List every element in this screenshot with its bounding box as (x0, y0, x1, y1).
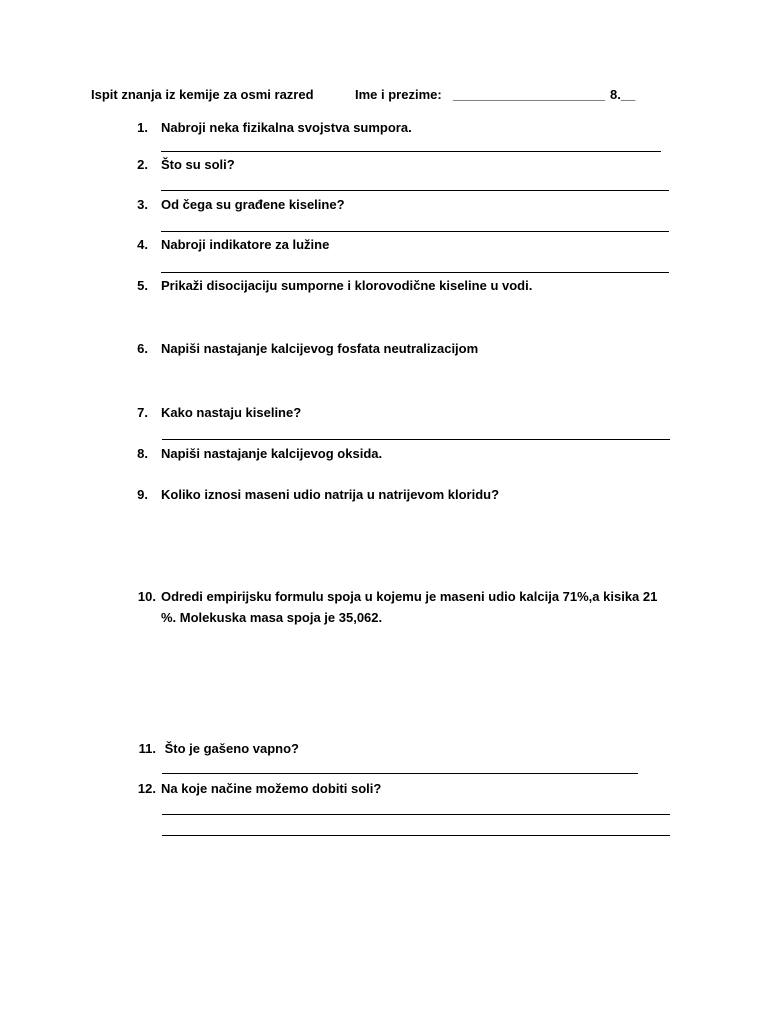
header-title: Ispit znanja iz kemije za osmi razred (91, 87, 314, 102)
question-text-continued: %. Molekuska masa spoja je 35,062. (161, 610, 383, 625)
name-label: Ime i prezime: (355, 87, 442, 102)
answer-line[interactable] (162, 773, 638, 774)
question-number: 8. (137, 446, 148, 461)
answer-line[interactable] (161, 190, 669, 191)
question-number: 5. (137, 278, 148, 293)
question-text: Što je gašeno vapno? (161, 741, 299, 756)
question-number: 1. (137, 120, 148, 135)
question-number: 3. (137, 197, 148, 212)
question-number: 10. (137, 589, 156, 604)
question-number: 6. (137, 341, 148, 356)
question-text: Odredi empirijsku formulu spoja u kojemu je maseni udio kalcija 71%,a kisika 21 (161, 589, 658, 604)
question-number: 7. (137, 405, 148, 420)
question-text: Od čega su građene kiseline? (161, 197, 345, 212)
question-text: Što su soli? (161, 157, 235, 172)
question-text: Napiši nastajanje kalcijevog oksida. (161, 446, 383, 461)
question-text: Na koje načine možemo dobiti soli? (161, 781, 382, 796)
question-text: Koliko iznosi maseni udio natrija u natrijevom kloridu? (161, 487, 500, 502)
answer-line[interactable] (161, 272, 669, 273)
question-text: Nabroji neka fizikalna svojstva sumpora. (161, 120, 412, 135)
question-text: Kako nastaju kiseline? (161, 405, 302, 420)
answer-line[interactable] (162, 439, 670, 440)
answer-line[interactable] (162, 814, 670, 815)
question-number: 12. (137, 781, 156, 796)
question-number: 11. (138, 741, 156, 756)
name-field[interactable]: _____________________ (453, 87, 605, 102)
question-number: 9. (137, 487, 148, 502)
question-number: 2. (137, 157, 148, 172)
question-number: 4. (137, 237, 148, 252)
question-text: Prikaži disocijaciju sumporne i klorovodične kiseline u vodi. (161, 278, 533, 293)
answer-line[interactable] (161, 151, 661, 152)
class-field[interactable]: 8.__ (610, 87, 636, 102)
answer-line[interactable] (161, 231, 669, 232)
question-text: Napiši nastajanje kalcijevog fosfata neutralizacijom (161, 341, 479, 356)
answer-line[interactable] (162, 835, 670, 836)
question-text: Nabroji indikatore za lužine (161, 237, 330, 252)
